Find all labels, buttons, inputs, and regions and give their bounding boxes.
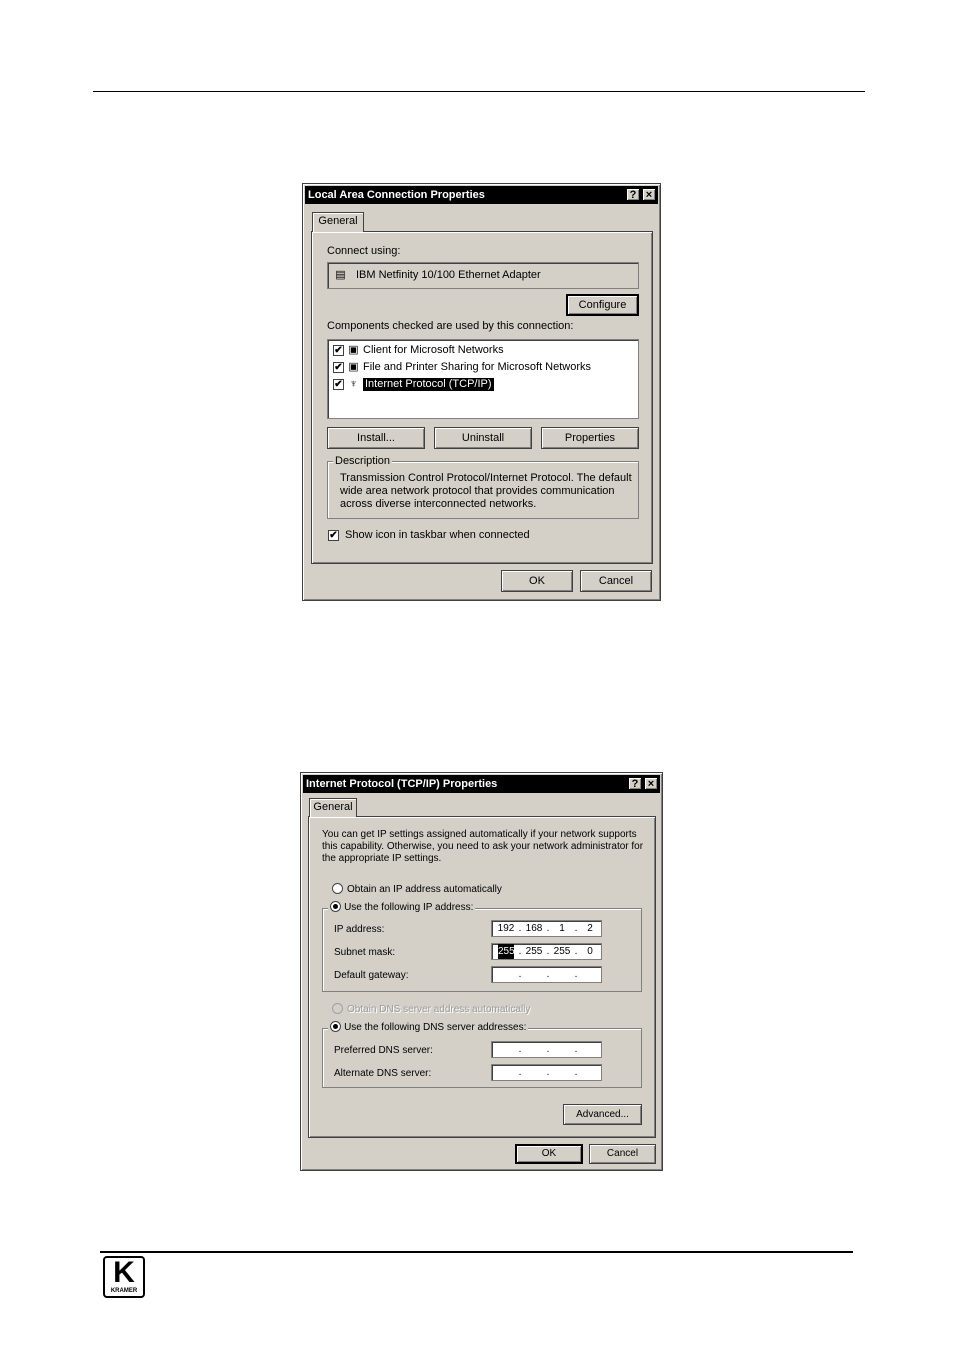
- dialog-title: Local Area Connection Properties: [308, 189, 485, 201]
- show-icon-checkbox[interactable]: ✔: [329, 530, 338, 541]
- ip-octet: 2: [587, 923, 593, 934]
- list-item[interactable]: [333, 360, 633, 375]
- dialog-titlebar: [303, 775, 660, 793]
- default-gateway-label: Default gateway:: [334, 970, 409, 981]
- use-following-ip-radio[interactable]: [330, 901, 341, 912]
- use-following-dns-radio[interactable]: [330, 1021, 341, 1032]
- connect-using-label: Connect using:: [327, 245, 401, 257]
- use-dns-legend: [328, 1021, 528, 1034]
- ip-octet: 192: [497, 923, 515, 934]
- install-button[interactable]: Install...: [327, 427, 425, 449]
- subnet-octet: 255: [525, 946, 543, 957]
- tcpip-properties-dialog: [300, 772, 663, 1171]
- help-button[interactable]: ?: [628, 777, 642, 790]
- dialog-title: Internet Protocol (TCP/IP) Properties: [306, 778, 498, 790]
- advanced-button[interactable]: Advanced...: [563, 1104, 642, 1125]
- subnet-mask-field[interactable]: 255 . 255 . 255 . 0: [491, 943, 602, 960]
- description-legend: Description: [335, 455, 391, 467]
- obtain-ip-auto-radio[interactable]: [332, 883, 343, 894]
- component-label: Client for Microsoft Networks: [363, 344, 504, 356]
- description-line-2: wide area network protocol that provides communication: [340, 485, 615, 497]
- intro-line-3: the appropriate IP settings.: [322, 853, 442, 864]
- properties-button[interactable]: Properties: [541, 427, 639, 449]
- ip-address-field[interactable]: 192 . 168 . 1 . 2: [491, 920, 602, 937]
- footer-rule: [100, 1251, 853, 1253]
- list-item[interactable]: [333, 377, 633, 392]
- component-label: File and Printer Sharing for Microsoft Networks: [363, 361, 592, 373]
- ip-octet: 1: [559, 923, 565, 934]
- ok-button[interactable]: OK: [501, 570, 573, 592]
- alternate-dns-field[interactable]: . . .: [491, 1064, 602, 1081]
- components-list: [327, 339, 639, 419]
- use-following-ip-label: Use the following IP address:: [344, 902, 474, 913]
- local-area-connection-dialog: [302, 183, 661, 601]
- use-following-dns-label: Use the following DNS server addresses:: [344, 1022, 527, 1033]
- subnet-mask-label: Subnet mask:: [334, 947, 396, 958]
- close-button[interactable]: ×: [642, 188, 656, 201]
- tab-general[interactable]: General: [312, 212, 364, 232]
- obtain-ip-auto-label: Obtain an IP address automatically: [347, 884, 502, 895]
- subnet-octet: 255: [498, 946, 515, 957]
- protocol-icon: ♆: [349, 378, 358, 390]
- cancel-button[interactable]: Cancel: [580, 570, 652, 592]
- kramer-logo-letter: K: [113, 1256, 135, 1289]
- adapter-name: IBM Netfinity 10/100 Ethernet Adapter: [356, 269, 541, 281]
- help-button[interactable]: ?: [626, 188, 640, 201]
- computer-icon: ▣: [348, 344, 359, 356]
- list-item[interactable]: [333, 343, 633, 358]
- header-rule: [93, 91, 865, 92]
- kramer-logo: [103, 1256, 145, 1298]
- cancel-button[interactable]: Cancel: [589, 1144, 656, 1164]
- network-adapter-icon: ▤: [335, 269, 346, 281]
- component-checkbox[interactable]: ✔: [334, 379, 343, 390]
- ip-address-label: IP address:: [334, 924, 385, 935]
- component-label: Internet Protocol (TCP/IP): [365, 378, 492, 390]
- intro-line-1: You can get IP settings assigned automatically if your network supports: [322, 829, 637, 840]
- intro-line-2: this capability. Otherwise, you need to ask your network administrator for: [322, 841, 644, 852]
- subnet-octet: 0: [587, 946, 593, 957]
- component-checkbox[interactable]: ✔: [334, 362, 343, 373]
- ok-button[interactable]: OK: [515, 1144, 583, 1164]
- component-checkbox[interactable]: ✔: [334, 345, 343, 356]
- use-ip-legend: [328, 901, 475, 914]
- kramer-logo-text: KRAMER: [110, 1288, 138, 1294]
- ip-octet: 168: [525, 923, 543, 934]
- printer-icon: ▣: [348, 361, 359, 373]
- description-line-3: across diverse interconnected networks.: [340, 498, 537, 510]
- adapter-field: [327, 262, 639, 289]
- alternate-dns-label: Alternate DNS server:: [334, 1068, 432, 1079]
- default-gateway-field[interactable]: . . .: [491, 966, 602, 983]
- show-icon-label: Show icon in taskbar when connected: [345, 529, 530, 541]
- obtain-dns-auto-radio[interactable]: [332, 1003, 343, 1014]
- dialog-titlebar: [305, 186, 658, 204]
- subnet-octet: 255: [553, 946, 571, 957]
- preferred-dns-label: Preferred DNS server:: [334, 1045, 433, 1056]
- tab-general[interactable]: General: [309, 798, 357, 817]
- close-button[interactable]: ×: [644, 777, 658, 790]
- description-line-1: Transmission Control Protocol/Internet Protocol. The default: [340, 472, 632, 484]
- uninstall-button[interactable]: Uninstall: [434, 427, 532, 449]
- preferred-dns-field[interactable]: . . .: [491, 1041, 602, 1058]
- obtain-dns-auto-label: Obtain DNS server address automatically: [347, 1004, 531, 1015]
- configure-button[interactable]: Configure: [566, 294, 639, 316]
- components-label: Components checked are used by this connection:: [327, 320, 574, 332]
